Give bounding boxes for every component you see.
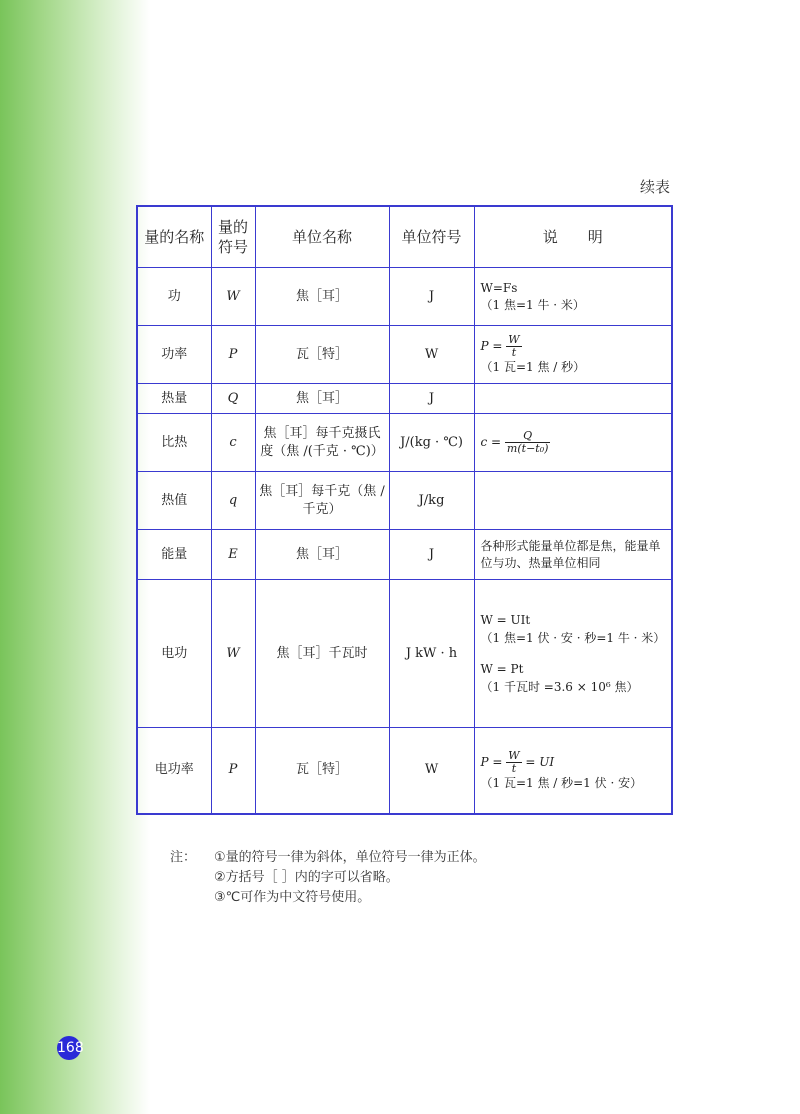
- unit-name-cell: 焦［耳］每千克摄氏度（焦 /(千克 · ℃)）: [255, 414, 389, 472]
- explanation-line: 各种形式能量单位都是焦，能量单位与功、热量单位相同: [480, 539, 661, 570]
- unit-name-cell: 焦［耳］: [255, 384, 389, 414]
- explanation-cell: [474, 384, 672, 414]
- explanation-line: （1 焦=1 伏 · 安 · 秒=1 牛 · 米）: [480, 631, 666, 646]
- quantity-name-cell: 功率: [137, 326, 211, 384]
- quantity-name-cell: 电功率: [137, 728, 211, 814]
- explanation-cell: [474, 472, 672, 530]
- explanation-cell: [474, 580, 672, 728]
- unit-name-cell: 焦［耳］每千克（焦 / 千克）: [255, 472, 389, 530]
- quantity-symbol-cell: P: [211, 326, 255, 384]
- formula-lhs: P =: [480, 338, 503, 353]
- explanation-line: （1 瓦=1 焦 / 秒=1 伏 · 安）: [480, 775, 643, 790]
- units-table: [136, 205, 673, 815]
- formula-denominator: t: [511, 761, 517, 775]
- unit-name-cell: 瓦［特］: [255, 728, 389, 814]
- note-item: ②方括号［ ］内的字可以省略。: [214, 870, 399, 885]
- table-header-row: [137, 206, 672, 268]
- quantity-name-cell: 电功: [137, 580, 211, 728]
- note-item: ①量的符号一律为斜体，单位符号一律为正体。: [214, 850, 486, 865]
- explanation-line: （1 焦=1 牛 · 米）: [480, 297, 585, 312]
- header-unit-symbol: 单位符号: [389, 206, 474, 268]
- table-row: [137, 530, 672, 580]
- formula-rhs: = UI: [525, 754, 555, 769]
- quantity-symbol-cell: W: [211, 580, 255, 728]
- explanation-line: W=Fs: [480, 281, 518, 296]
- formula-lhs: c =: [480, 435, 502, 449]
- unit-name-cell: 焦［耳］: [255, 530, 389, 580]
- explanation-cell: [474, 728, 672, 814]
- header-explanation: 说 明: [474, 206, 672, 268]
- header-quantity-name: 量的名称: [137, 206, 211, 268]
- unit-name-cell: 瓦［特］: [255, 326, 389, 384]
- green-page-margin: [0, 0, 150, 1114]
- quantity-name-cell: 热量: [137, 384, 211, 414]
- explanation-line: （1 瓦=1 焦 / 秒）: [480, 360, 586, 374]
- table-row: [137, 384, 672, 414]
- formula-numerator: W: [508, 748, 520, 762]
- formula-lhs: P =: [480, 754, 503, 769]
- formula-fraction: [505, 430, 550, 455]
- unit-symbol-cell: W: [389, 326, 474, 384]
- formula-denominator: m(t−t₀): [506, 442, 549, 455]
- unit-symbol-cell: J: [389, 384, 474, 414]
- table-notes: [170, 848, 486, 908]
- note-item: ③℃可作为中文符号使用。: [214, 890, 371, 905]
- formula: [481, 430, 666, 455]
- page-number: 168: [57, 1036, 81, 1060]
- explanation-line: （1 千瓦时 =3.6 × 10⁶ 焦）: [480, 679, 639, 694]
- header-unit-name: 单位名称: [255, 206, 389, 268]
- unit-name-cell: 焦［耳］: [255, 268, 389, 326]
- header-quantity-symbol: 量的符号: [211, 206, 255, 268]
- quantity-name-cell: 功: [137, 268, 211, 326]
- table-row: [137, 326, 672, 384]
- formula-numerator: W: [508, 332, 520, 346]
- quantity-name-cell: 比热: [137, 414, 211, 472]
- unit-symbol-cell: J: [389, 268, 474, 326]
- unit-symbol-cell: J kW · h: [389, 580, 474, 728]
- quantity-symbol-cell: W: [211, 268, 255, 326]
- formula-numerator: Q: [505, 430, 550, 443]
- explanation-cell: [474, 326, 672, 384]
- quantity-name-cell: 热值: [137, 472, 211, 530]
- unit-symbol-cell: W: [389, 728, 474, 814]
- unit-name-cell: 焦［耳］千瓦时: [255, 580, 389, 728]
- explanation-cell: [474, 268, 672, 326]
- table-row: [137, 580, 672, 728]
- formula-fraction: [506, 334, 521, 359]
- quantity-symbol-cell: E: [211, 530, 255, 580]
- quantity-symbol-cell: Q: [211, 384, 255, 414]
- explanation-cell: [474, 414, 672, 472]
- explanation-cell: [474, 530, 672, 580]
- formula-denominator: t: [511, 345, 517, 359]
- continued-table-label: 续表: [640, 178, 671, 196]
- notes-label: 注：: [170, 850, 197, 865]
- quantity-symbol-cell: P: [211, 728, 255, 814]
- quantity-symbol-cell: q: [211, 472, 255, 530]
- table-row: [137, 472, 672, 530]
- unit-symbol-cell: J/kg: [389, 472, 474, 530]
- unit-symbol-cell: J: [389, 530, 474, 580]
- quantity-symbol-cell: c: [211, 414, 255, 472]
- table-row: [137, 728, 672, 814]
- explanation-line: W = UIt: [480, 613, 531, 628]
- unit-symbol-cell: J/(kg · ℃): [389, 414, 474, 472]
- table-row: [137, 268, 672, 326]
- explanation-line: W = Pt: [480, 661, 524, 676]
- formula: [481, 750, 666, 775]
- formula: [481, 334, 666, 359]
- table-row: [137, 414, 672, 472]
- formula-fraction: [506, 750, 521, 775]
- quantity-name-cell: 能量: [137, 530, 211, 580]
